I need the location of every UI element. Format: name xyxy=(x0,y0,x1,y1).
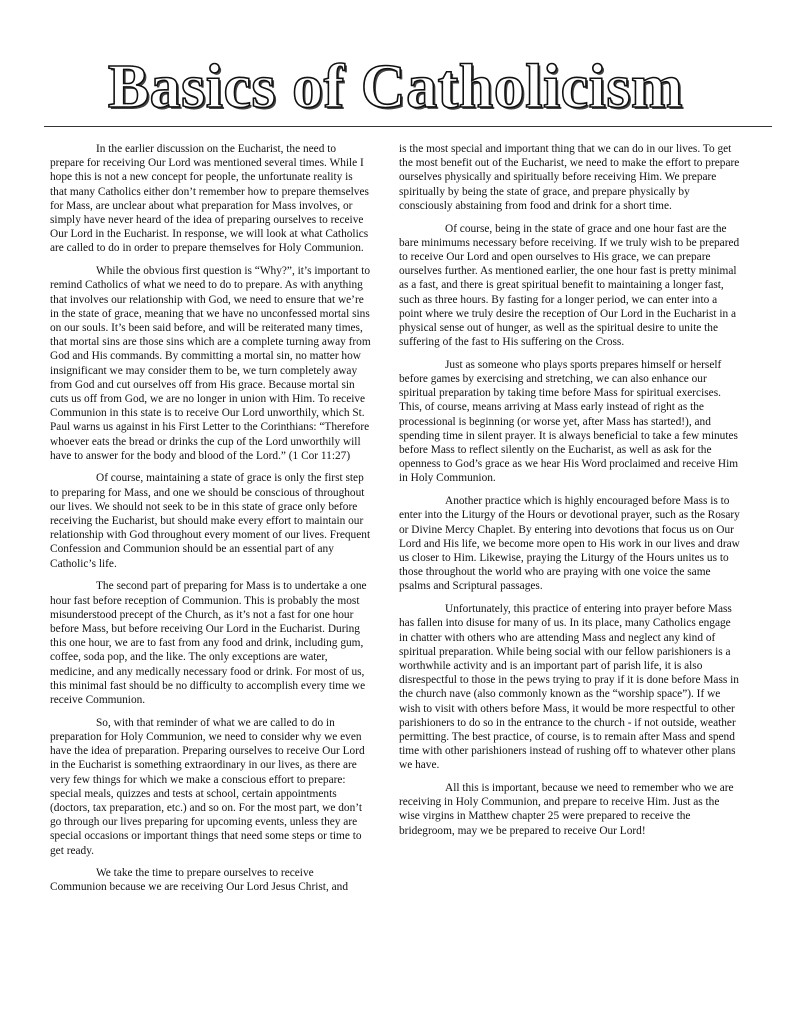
title-divider xyxy=(44,126,772,127)
paragraph: Unfortunately, this practice of entering into prayer before Mass has fallen into disuse for many of us. In its place, many Catholics engage in chatter with others who are attending Mass and neglect any kind of spiritual preparation. While being social with our fellow parishioners is a worthwhile activity and is an important part of parish life, it is also disrespectful to those in the pews trying to pray if it is done before Mass in the church nave (also commonly known as the “worship space”). If we wish to visit with others before Mass, it would be more respectful to other parishioners to do so in the entrance to the church - if not outside, weather permitting. The best practice, of course, is to remain after Mass and spend time with other parishioners instead of rushing off to whatever other plans we have. xyxy=(399,603,739,772)
right-column xyxy=(399,142,740,846)
paragraph: We take the time to prepare ourselves to receive Communion because we are receiving Our Lord Jesus Christ, and xyxy=(50,867,349,894)
paragraph: Of course, being in the state of grace and one hour fast are the bare minimums necessary before receiving. If we truly wish to be prepared to receive Our Lord and open ourselves to His grace, we can prepare ourselves further. As mentioned earlier, the one hour fast is pretty minimal as a fast, and there is great spiritual benefit to maintaining a longer fast, such as three hours. By fasting for a longer period, we can enter into a point where we truly desire the reception of Our Lord in the Eucharist in a physical sense out of hunger, as well as the spiritual desire to unite the suffering of the fast to His suffering on the Cross. xyxy=(399,222,740,349)
paragraph: Another practice which is highly encouraged before Mass is to enter into the Liturgy of the Hours or devotional prayer, such as the Rosary or Divine Mercy Chaplet. By entering into devotions that focus us on Our Lord and His life, we become more open to His work in our lives and draw us closer to Him. Likewise, praying the Liturgy of the Hours unites us to those throughout the world who are praying with one voice the same psalms and Scriptural passages. xyxy=(399,495,740,593)
left-column xyxy=(50,142,372,903)
page-title: Basics of Catholicism xyxy=(107,53,684,121)
paragraph: So, with that reminder of what we are called to do in preparation for Holy Communion, we need to consider why we even have the idea of preparation. Preparing ourselves to receive Our Lord in the Eucharist is something extraordinary in our lives, as there are very few things for which we make a conscious effort to prepare: special meals, quizzes and tests at school, certain appointments (doctors, tax preparation, etc.) and so on. For the most part, we don’t go through our lives preparing for upcoming events, unless they are special occasions or important things that need some steps or time to get ready. xyxy=(50,716,365,857)
paragraph: In the earlier discussion on the Eucharist, the need to prepare for receiving Our Lord was mentioned several times. While I hope this is not a new concept for people, the unfortunate reality is that many Catholics either don’t remember how to prepare themselves for Mass, are unclear about what preparation for Mass involves, or simply have never heard of the idea of preparing ourselves to receive Our Lord in the Eucharist. In response, we will look at what Catholics are called to do in order to prepare themselves for Holy Communion. xyxy=(50,143,369,255)
paragraph: Just as someone who plays sports prepares himself or herself before games by exercising and stretching, we can also enhance our spiritual preparation by taking time before Mass for spiritual exercises. This, of course, means arriving at Mass early instead of right as the processional is beginning (or worse yet, after Mass has started!), and spending time in silent prayer. It is always beneficial to take a few minutes before Mass to reflect silently on the Eucharist, as well as ask for the openness to God’s grace as we hear His Word proclaimed and receive Him in Holy Communion. xyxy=(399,358,739,485)
paragraph: The second part of preparing for Mass is to undertake a one hour fast before reception of Communion. This is probably the most misunderstood precept of the Church, as it’s not a fast for one hour before Mass, but before receiving Our Lord in the Eucharist. During this one hour, we are to fast from any food and drink, including gum, coffee, soda pop, and the like. The only exceptions are water, medicine, and any medically necessary food or drink. For most of us, this minimal fast should be no difficulty to accomplish every time we receive Communion. xyxy=(50,580,367,707)
paragraph: Of course, maintaining a state of grace is only the first step to preparing for Mass, and one we should be conscious of throughout our lives. We should not seek to be in this state of grace only before receiving the Eucharist, but should make every effort to maintain our relationship with God throughout every moment of our lives. Frequent Confession and Communion should be an essential part of any Catholic’s life. xyxy=(50,472,371,570)
paragraph-continuation: is the most special and important thing that we can do in our lives. To get the most benefit out of the Eucharist, we need to make the effort to prepare ourselves physically and spiritually before receiving Him. We prepare spiritually by being the state of grace, and prepare physically by consciously abstaining from food and drink for a short time. xyxy=(399,143,740,212)
paragraph: While the obvious first question is “Why?”, it’s important to remind Catholics of what we need to do to prepare. As with anything that involves our relationship with God, we need to ensure that we’re in the state of grace, meaning that we have no unconfessed mortal sins on our souls. It’s been said before, and will be reiterated many times, that mortal sins are those sins which are a complete turning away from God and His commands. By committing a mortal sin, no matter how insignificant we may consider them to be, we turn completely away from God and cut ourselves off from His grace. Because mortal sin cuts us off from God, we are no longer in union with Him. To receive Communion in this state is to receive Our Lord unworthily, which St. Paul warns us against in his First Letter to the Corinthians: “Therefore whoever eats the bread or drinks the cup of the Lord unworthily will have to answer for the body and blood of the Lord.” (1 Cor 11:27) xyxy=(50,265,371,462)
paragraph: All this is important, because we need to remember who we are receiving in Holy Communion, and prepare to receive Him. Just as the wise virgins in Matthew chapter 25 were prepared to receive the bridegroom, may we be prepared to receive Our Lord! xyxy=(399,782,734,837)
